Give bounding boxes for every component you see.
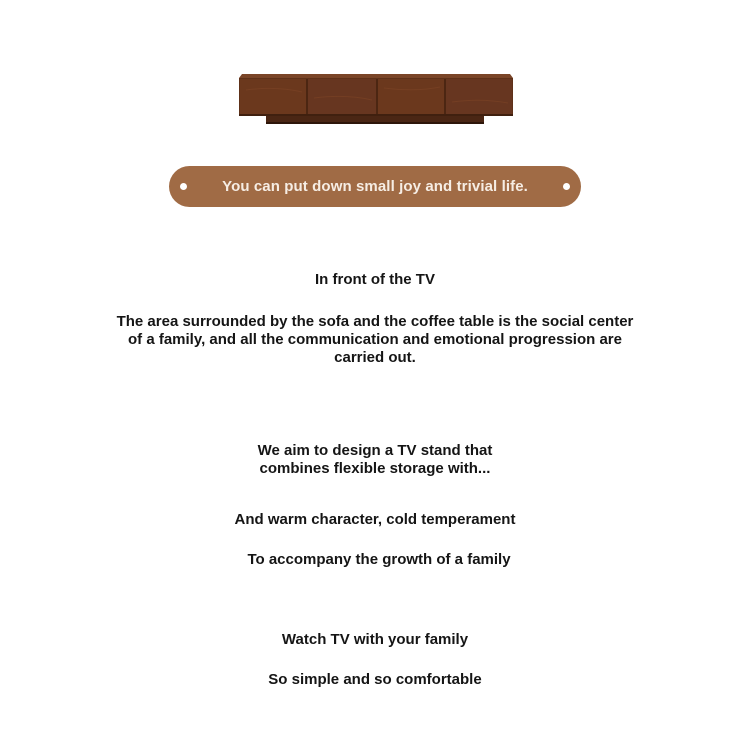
- aim-paragraph: We aim to design a TV stand that combines flexible storage with...: [257, 442, 493, 477]
- description-paragraph: The area surrounded by the sofa and the coffee table is the social center of a family, and all the communication and emotional progression are carried out.: [116, 313, 634, 366]
- tv-stand-image: [236, 68, 516, 128]
- simple-line: So simple and so comfortable: [268, 671, 482, 688]
- bullet-dot-icon: [180, 183, 187, 190]
- growth-line: To accompany the growth of a family: [247, 551, 511, 568]
- bullet-dot-icon: [563, 183, 570, 190]
- tagline-text: You can put down small joy and trivial life.: [222, 178, 528, 195]
- tv-stand-top: [239, 74, 513, 78]
- character-line: And warm character, cold temperament: [234, 511, 516, 528]
- section-heading: In front of the TV: [315, 271, 435, 288]
- drawer-2: [308, 79, 376, 115]
- drawer-3: [378, 79, 444, 115]
- tv-stand-plinth: [266, 116, 484, 123]
- drawer-4: [446, 79, 512, 115]
- tagline-banner: [169, 166, 581, 207]
- watch-line: Watch TV with your family: [281, 631, 469, 648]
- drawer-1: [240, 79, 306, 115]
